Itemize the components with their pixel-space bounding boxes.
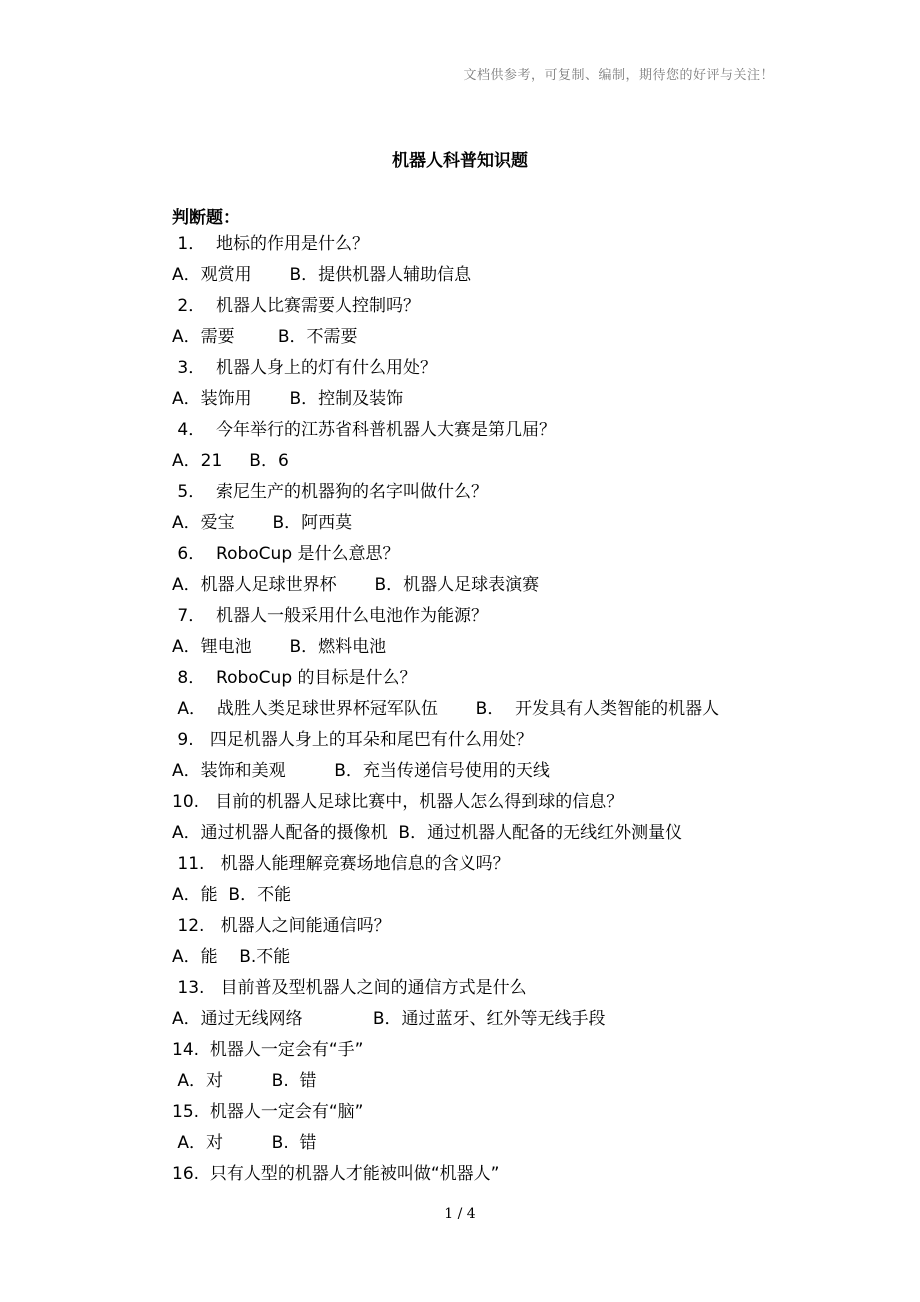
question-line: 16. 只有人型的机器人才能被叫做“机器人” (172, 1164, 500, 1184)
question-line: 7． 机器人一般采用什么电池作为能源？ (172, 606, 489, 626)
question-line: 1． 地标的作用是什么？ (172, 234, 370, 254)
answer-line: A．观赏用 B．提供机器人辅助信息 (172, 265, 472, 285)
question-line: 2． 机器人比赛需要人控制吗？ (172, 296, 421, 316)
answer-line: A．能 B．不能 (172, 885, 292, 905)
answer-line: A．锂电池 B．燃料电池 (172, 637, 387, 657)
question-line: 11. 机器人能理解竞赛场地信息的含义吗？ (172, 854, 510, 874)
answer-line: A．装饰用 B．控制及装饰 (172, 389, 404, 409)
section-heading: 判断题： (172, 208, 240, 228)
answer-line: A．对 B. 错 (172, 1133, 317, 1153)
question-line: 13. 目前普及型机器人之间的通信方式是什么 (172, 978, 527, 998)
page-indicator: 1 / 4 (444, 1206, 476, 1222)
question-line: 14. 机器人一定会有“手” (172, 1040, 364, 1060)
answer-line: A．21 B．6 (172, 451, 289, 471)
question-line: 8． RoboCup 的目标是什么？ (172, 668, 417, 688)
answer-line: A． 战胜人类足球世界杯冠军队伍 B． 开发具有人类智能的机器人 (172, 699, 720, 719)
answer-line: A．爱宝 B．阿西莫 (172, 513, 353, 533)
answer-line: A．通过机器人配备的摄像机 B．通过机器人配备的无线红外测量仪 (172, 823, 683, 843)
answer-line: A．需要 B．不需要 (172, 327, 358, 347)
question-line: 9. 四足机器人身上的耳朵和尾巴有什么用处？ (172, 730, 533, 750)
question-line: 3． 机器人身上的灯有什么用处？ (172, 358, 438, 378)
question-line: 10. 目前的机器人足球比赛中，机器人怎么得到球的信息？ (172, 792, 624, 812)
answer-line: A．装饰和美观 B．充当传递信号使用的天线 (172, 761, 550, 781)
answer-line: A．机器人足球世界杯 B．机器人足球表演赛 (172, 575, 540, 595)
header-note: 文档供参考，可复制、编制，期待您的好评与关注！ (463, 68, 774, 83)
answer-line: A．通过无线网络 B．通过蓝牙、红外等无线手段 (172, 1009, 606, 1029)
document-title: 机器人科普知识题 (392, 151, 528, 171)
question-line: 5． 索尼生产的机器狗的名字叫做什么？ (172, 482, 489, 502)
answer-line: A．对 B. 错 (172, 1071, 317, 1091)
answer-line: A．能 B.不能 (172, 947, 291, 967)
question-line: 15. 机器人一定会有“脑” (172, 1102, 364, 1122)
question-line: 6． RoboCup 是什么意思？ (172, 544, 400, 564)
question-line: 4． 今年举行的江苏省科普机器人大赛是第几届？ (172, 420, 557, 440)
question-line: 12. 机器人之间能通信吗？ (172, 916, 391, 936)
